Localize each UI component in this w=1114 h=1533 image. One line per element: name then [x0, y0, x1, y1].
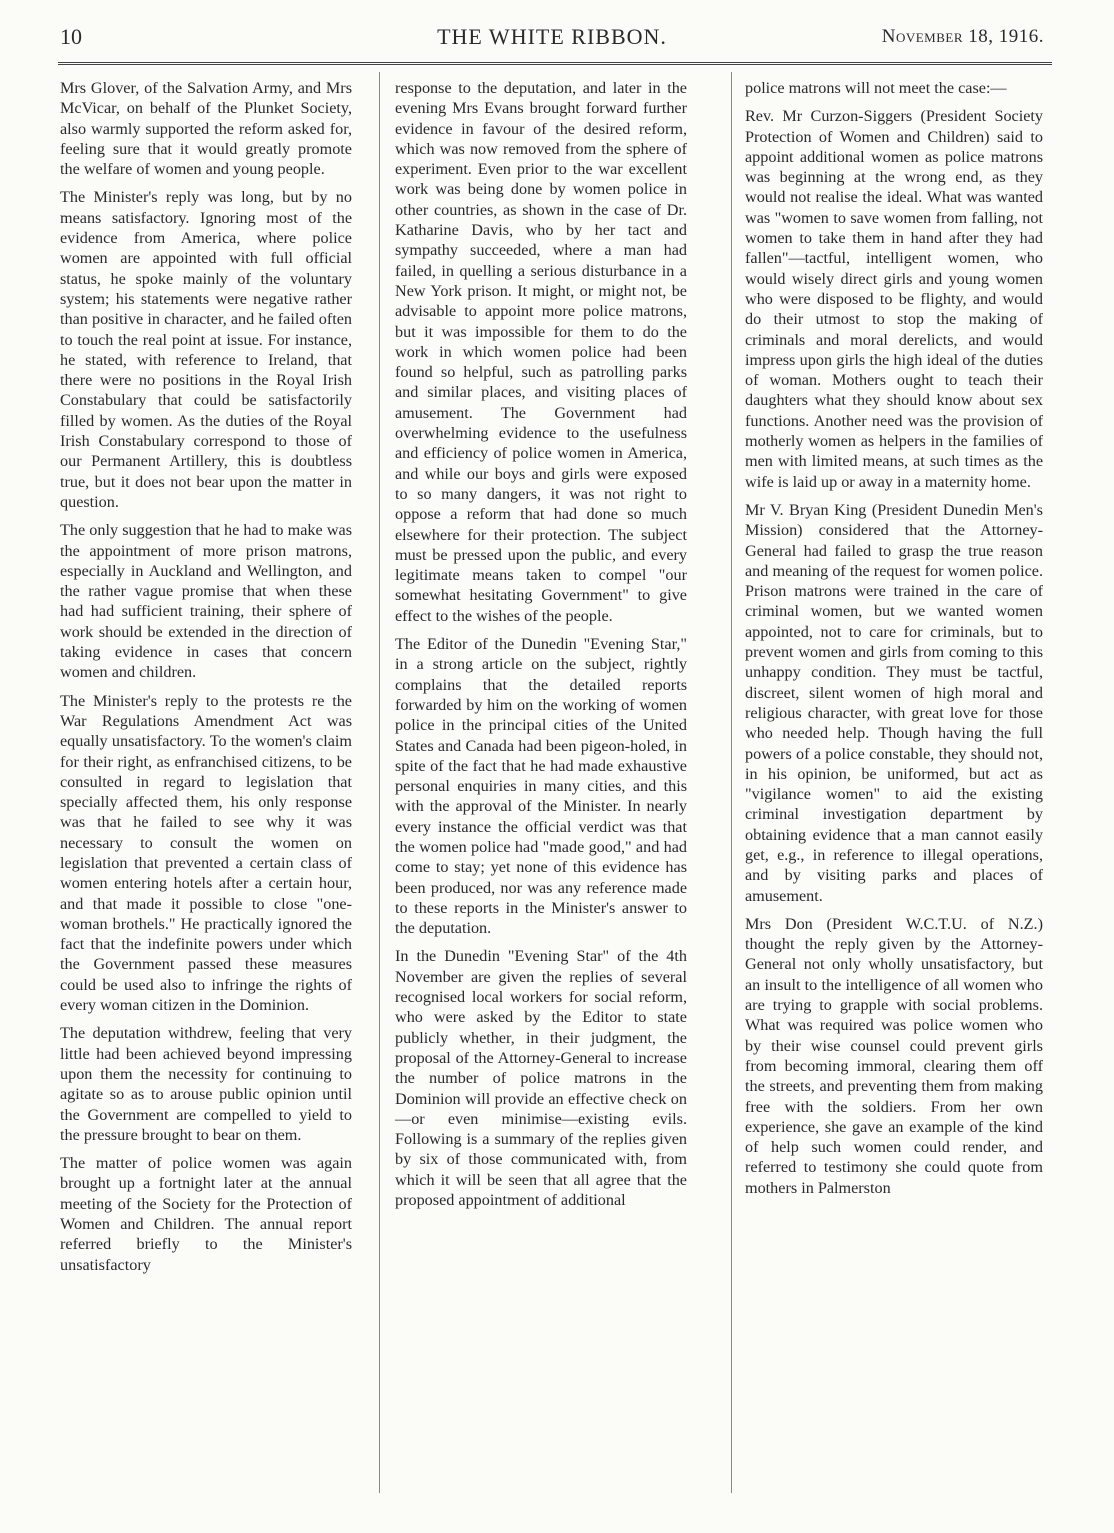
- paragraph: The only suggestion that he had to make was the appointment of more prison matrons, especially in Auckland and Wellington, and the rather vague promise that when these had had sufficient training, their sphere of work should be extended in the direction of taking evidence in cases that concern women and children.: [60, 521, 352, 682]
- column-2: [395, 78, 687, 1218]
- column-3: [745, 78, 1043, 1206]
- column-divider: [379, 72, 380, 1493]
- column-divider: [731, 72, 732, 1493]
- paragraph: The deputation withdrew, feeling that very little had been achieved beyond impressing upon them the necessity for continuing to agitate so as to arouse public opinion until the Government are compelled to yield to the pressure brought to bear on them.: [60, 1024, 352, 1144]
- paragraph: police matrons will not meet the case:—: [745, 79, 1007, 97]
- paragraph: response to the deputation, and later in the evening Mrs Evans brought forward further evidence in favour of the desired reform, which was now removed from the sphere of experiment. Even prior to the war excellent work was being done by women police in other countries, as shown in the case of Dr. Katharine Davis, who by her tact and sympathy succeeded, where a man had failed, in quelling a serious disturbance in a New York prison. It might, or might not, be advisable to appoint more police matrons, but it was impossible for them to do the work in which women police had been found so helpful, such as patrolling parks and similar places, and visiting places of amusement. The Government had overwhelming evidence to the usefulness and efficiency of police women in America, and while our boys and girls were exposed to so many dangers, it was not right to oppose a reform that had done so much elsewhere for their protection. The subject must be pressed upon the public, and every legitimate means taken to compel "our somewhat hesitating Government" to give effect to the wishes of the people.: [395, 79, 687, 625]
- paragraph: The Minister's reply was long, but by no means satisfactory. Ignoring most of the evidence from America, where police women are appointed with full official status, he spoke mainly of the voluntary system; his statements were negative rather than positive in character, and he failed often to touch the real point at issue. For instance, he stated, with reference to Ireland, that there were no positions in the Royal Irish Constabulary that could be satisfactorily filled by women. As the duties of the Royal Irish Constabulary correspond to those of our Permanent Artillery, this is doubtless true, but it does not bear upon the matter in question.: [60, 188, 352, 511]
- issue-date: November 18, 1916.: [881, 26, 1044, 47]
- page-header: [60, 18, 1044, 58]
- paragraph: The Minister's reply to the protests re the War Regulations Amendment Act was equally unsatisfactory. To the women's claim for their right, as enfranchised citizens, to be consulted in regard to legislation that specially affected them, his only response was that he failed to see why it was necessary to consult the women on legislation that prevented a certain class of women entering hotels after a certain hour, and that made it possible to close "one-woman brothels." He practically ignored the fact that the indefinite powers under which the Government passed these measures could be used also to infringe the rights of every woman citizen in the Dominion.: [60, 691, 352, 1015]
- header-rule: [58, 62, 1052, 65]
- paragraph: In the Dunedin "Evening Star" of the 4th November are given the replies of several recognised local workers for social reform, who were asked by the Editor to state publicly whether, in their judgment, the proposal of the Attorney-General to increase the number of police matrons in the Dominion will provide an effective check on—or even minimise—existing evils. Following is a summary of the replies given by six of those communicated with, from which it will be seen that all agree that the proposed appointment of additional: [395, 947, 687, 1210]
- paragraph: The matter of police women was again brought up a fortnight later at the annual meeting of the Society for the Protection of Women and Children. The annual report referred briefly to the Minister's unsatisfactory: [60, 1154, 352, 1274]
- column-1: [60, 78, 352, 1283]
- paragraph: Rev. Mr Curzon-Siggers (President Society Protection of Women and Children) said to appoint additional women as police matrons was beginning at the wrong end, as they would not realise the ideal. What was wanted was "women to save women from falling, not women to take them in hand after they had fallen"—tactful, intelligent women, who would wisely direct girls and young women who were disposed to be flighty, and would do their utmost to stop the making of criminals and moral derelicts, and would impress upon girls the high ideal of the duties of woman. Mothers ought to teach their daughters what they should know about sex functions. Another need was the provision of motherly women as helpers in the families of men with limited means, at such times as the wife is laid up or away in a maternity home.: [745, 107, 1043, 491]
- paragraph: Mrs Don (President W.C.T.U. of N.Z.) thought the reply given by the Attorney-General not only wholly unsatisfactory, but an insult to the intelligence of all women who are trying to grapple with social problems. What was required was police women who by their wise counsel could prevent girls from becoming immoral, clearing them off the streets, and preventing them from making free with the soldiers. From her own experience, she gave an example of the kind of help such women could render, and referred to testimony she could quote from mothers in Palmerston: [745, 914, 1043, 1197]
- publication-title: THE WHITE RIBBON.: [437, 24, 667, 49]
- paragraph: Mrs Glover, of the Salvation Army, and Mrs McVicar, on behalf of the Plunket Society, also warmly supported the reform asked for, feeling sure that it would greatly promote the welfare of women and young people.: [60, 79, 352, 179]
- paragraph: Mr V. Bryan King (President Dunedin Men's Mission) considered that the Attorney-General had failed to grasp the true reason and meaning of the request for women police. Prison matrons were trained in the care of criminal women, but we wanted women appointed, not to care for criminals, but to prevent women and girls from coming to this unhappy condition. They must be tactful, discreet, silent women of high moral and religious character, with great love for those who needed help. Though having the full powers of a police constable, they should not, in his opinion, be uniformed, but act as "vigilance women" to aid the existing criminal investigation department by obtaining evidence that a man cannot easily get, e.g., in reference to illegal operations, and by visiting parks and places of amusement.: [745, 500, 1043, 905]
- page-number: 10: [60, 24, 82, 49]
- paragraph: The Editor of the Dunedin "Evening Star," in a strong article on the subject, rightly complains that the detailed reports forwarded by him on the working of women police in the principal cities of the United States and Canada had been pigeon-holed, in spite of the fact that he had made exhaustive personal enquiries in many cities, and this with the approval of the Minister. In nearly every instance the official verdict was that the women police had "made good," and had come to stay; yet none of this evidence has been produced, nor was any reference made to these reports in the Minister's answer to the deputation.: [395, 635, 687, 938]
